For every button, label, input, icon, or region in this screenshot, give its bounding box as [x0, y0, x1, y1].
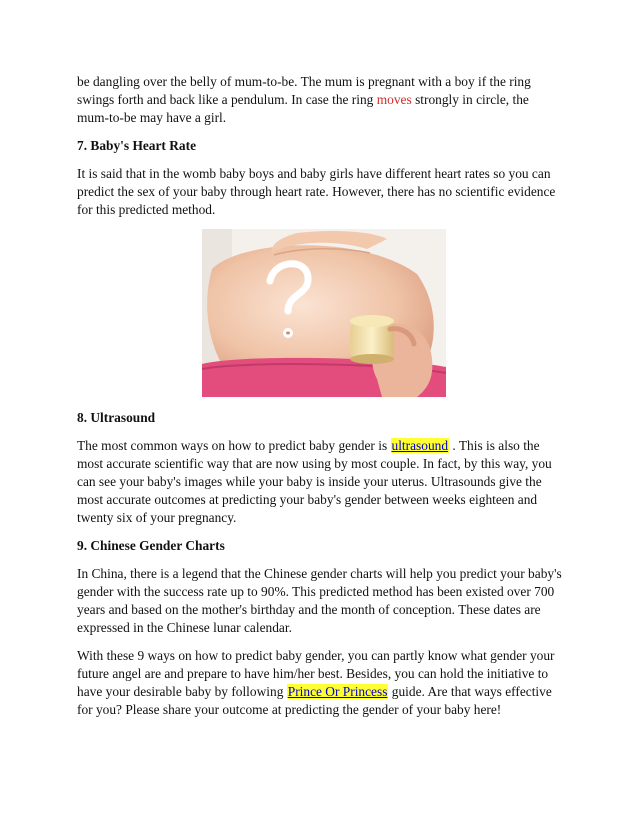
intro-line-3: mum-to-be may have a girl.	[77, 110, 227, 125]
chinese-charts-paragraph: In China, there is a legend that the Chinese gender charts will help you predict your baby's gender with the success rate up to 90%. This predicted method has been existed over 700 years and based on the mother's birthday and the month of conception. These dates are expressed in the Chinese lunar calendar.	[77, 566, 562, 635]
ultrasound-text-pre: The most common ways on how to predict baby gender is	[77, 438, 388, 453]
closing-paragraph	[77, 647, 567, 719]
moves-highlight: moves	[376, 92, 412, 107]
intro-line-2-rest: strongly in circle, the	[415, 92, 529, 107]
pregnant-belly-photo	[202, 229, 446, 397]
section-heading-chinese-charts: 9. Chinese Gender Charts	[77, 538, 225, 553]
heart-rate-paragraph: It is said that in the womb baby boys and baby girls have different heart rates so you can predict the sex of your baby through heart rate. However, there has no scientific evidence for this predicted method.	[77, 166, 556, 217]
prince-or-princess-link[interactable]: Prince Or Princess	[287, 684, 388, 699]
closing-text-post: guide. Are that ways effective for you? Please share your outcome at predicting the gender of your baby here!	[77, 684, 552, 717]
intro-line-1: be dangling over the belly of mum-to-be. The mum is pregnant with a boy if the ring	[77, 74, 531, 89]
article-content	[77, 73, 567, 729]
intro-line-2: swings forth and back like a pendulum. In case the ring	[77, 92, 374, 107]
ultrasound-text-post: . This is also the most accurate scientific way that are now using by most couple. In fact, by this way, you can see your baby's images while your baby is inside your uterus. Ultrasounds give the most accurate outcomes at predicting your baby's gender between weeks eighteen and twenty six of your pregnancy.	[77, 438, 552, 525]
closing-text-pre: With these 9 ways on how to predict baby gender, you can partly know what gender your future angel are and prepare to have him/her best. Besides, you can hold the initiative to have your desirable baby by following	[77, 648, 555, 699]
ultrasound-paragraph	[77, 437, 567, 527]
intro-paragraph	[77, 73, 567, 127]
section-heading-ultrasound: 8. Ultrasound	[77, 410, 156, 425]
belly-illustration	[202, 229, 446, 397]
section-heading-heart-rate: 7. Baby's Heart Rate	[77, 138, 197, 153]
ultrasound-link[interactable]: ultrasound	[391, 438, 449, 453]
